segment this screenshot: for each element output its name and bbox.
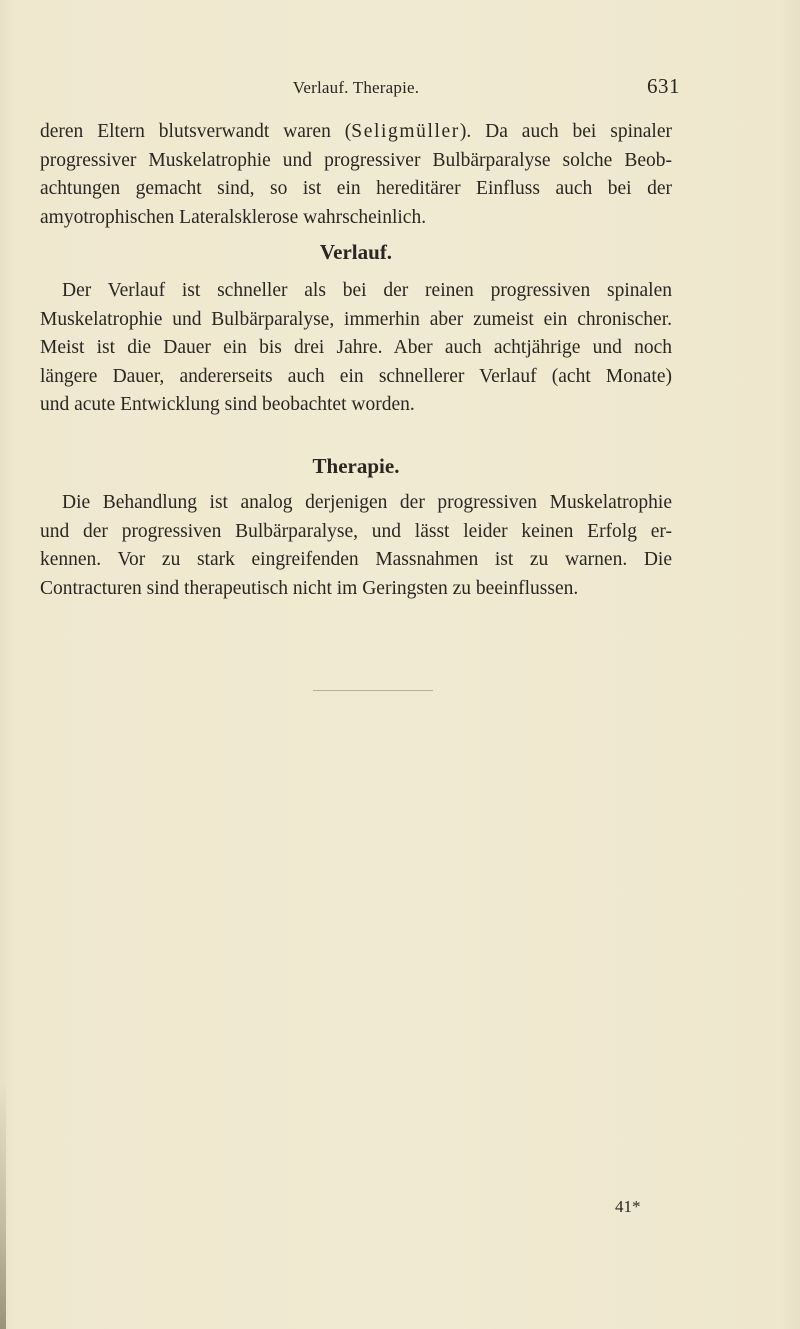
- text-line: und der progressiven Bulbärparalyse, und lässt leider keinen Erfolg er-: [40, 520, 672, 542]
- running-head: [40, 74, 680, 104]
- text-line: und acute Entwicklung sind beobachtet worden.: [40, 394, 415, 416]
- text-line: längere Dauer, andererseits auch ein schnellerer Verlauf (acht Monate): [40, 365, 672, 387]
- section-heading-therapie: Therapie.: [312, 454, 400, 478]
- text-line: Der Verlauf ist schneller als bei der reinen progressiven spinalen: [62, 280, 672, 301]
- text-line: Contracturen sind therapeutisch nicht im Geringsten zu beeinflussen.: [40, 577, 579, 599]
- section-divider: [313, 690, 433, 691]
- text-line: Muskelatrophie und Bulbärparalyse, immerhin aber zumeist ein chronischer.: [40, 308, 672, 330]
- text-line: achtungen gemacht sind, so ist ein hereditärer Einfluss auch bei der: [40, 178, 672, 200]
- text-line: Die Behandlung ist analog derjenigen der progressiven Muskelatrophie: [62, 492, 672, 513]
- signature-mark: 41*: [615, 1197, 641, 1216]
- text-line: deren Eltern blutsverwandt waren (Seligmüller). Da auch bei spinaler: [40, 121, 672, 142]
- text-line: kennen. Vor zu stark eingreifenden Massnahmen ist zu warnen. Die: [40, 549, 672, 571]
- section-heading-verlauf: Verlauf.: [319, 240, 393, 264]
- verlauf-paragraph: [40, 277, 672, 420]
- text-line: progressiver Muskelatrophie und progressiver Bulbärparalyse solche Beob-: [40, 149, 672, 171]
- intro-paragraph: [40, 118, 672, 232]
- author-name: Seligmüller: [351, 121, 460, 142]
- page-number: 631: [647, 74, 680, 98]
- text-line: Meist ist die Dauer ein bis drei Jahre. Aber auch achtjährige und noch: [40, 337, 672, 359]
- therapie-paragraph: [40, 489, 672, 603]
- page-edge-shadow: [0, 1080, 6, 1329]
- running-title: Verlauf. Therapie.: [292, 78, 420, 97]
- text-line: amyotrophischen Lateralsklerose wahrscheinlich.: [40, 206, 427, 228]
